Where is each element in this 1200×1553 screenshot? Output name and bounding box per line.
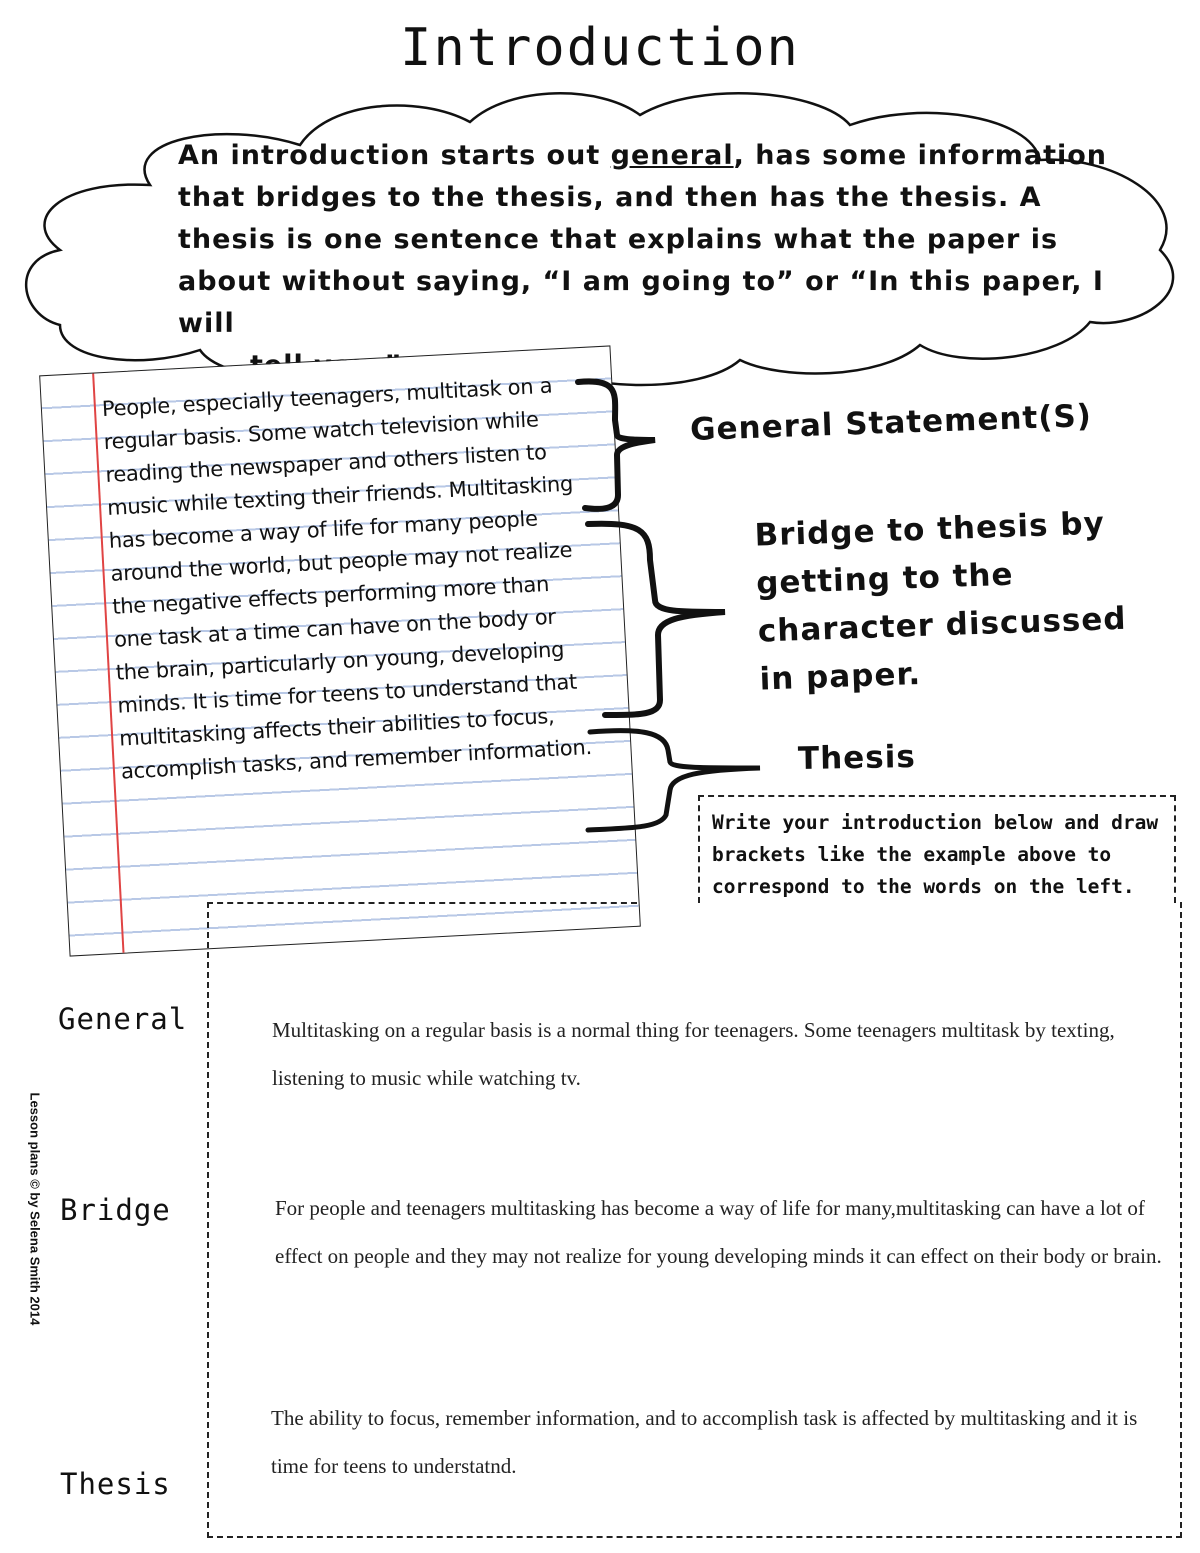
answer-bridge[interactable]: For people and teenagers multitasking has become a way of life for many,multitasking can have a lot of effect on people and they may not realize for young developing minds it can effect on their body or brain. — [275, 1196, 1162, 1268]
copyright-credit: Lesson plans © by Selena Smith 2014 — [27, 1092, 43, 1326]
notebook-paper — [39, 345, 641, 956]
instruction-box: Write your introduction below and draw brackets like the example above to correspond to the words on the left. — [698, 795, 1176, 903]
page-title: Introduction — [400, 18, 800, 78]
cloud-text-part2: , has some information that bridges to the thesis, and then has the thesis. A thesis is one sentence that explains what the paper is about without saying, “I am going to” or “In this paper, I will — [178, 140, 1108, 339]
answer-general[interactable]: Multitasking on a regular basis is a normal thing for teenagers. Some teenagers multitask by texting, listening to music while watching tv. — [272, 1018, 1115, 1090]
cloud-text-part1: An introduction starts out — [178, 140, 611, 171]
side-label-general: General — [58, 1002, 188, 1036]
underlined-word: general — [610, 140, 734, 171]
side-label-thesis: Thesis — [60, 1467, 171, 1501]
cloud-text — [178, 135, 1128, 387]
bridge-label: Bridge to thesis by getting to the character discussed in paper. — [753, 505, 1128, 698]
answer-thesis[interactable]: The ability to focus, remember information, and to accomplish task is affected by multitasking and it is time for teens to understatnd. — [271, 1406, 1138, 1478]
general-statement-label: General Statement(S) — [689, 397, 1093, 449]
side-label-bridge: Bridge — [60, 1193, 171, 1227]
example-paragraph: People, especially teenagers, multitask on a regular basis. Some watch television while reading the newspaper and others listen to music while texting their friends. Multitasking has become a way of life for many people around the world, but people may not realize the negative effects performing more than one task at a time can have on the body or the brain, particularly on young, developing minds. It is time for teens to understand that multitasking affects their abilities to focus, accomplish tasks, and remember information. — [101, 373, 593, 784]
thesis-label: Thesis — [797, 738, 917, 778]
